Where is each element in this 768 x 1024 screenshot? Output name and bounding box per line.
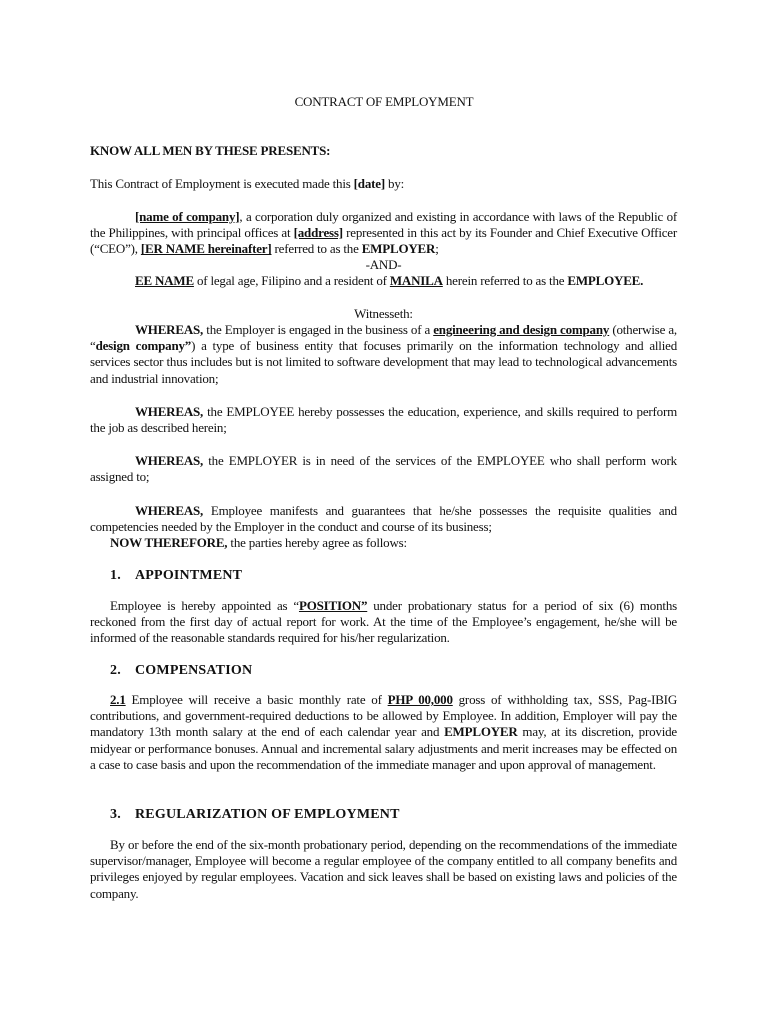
whereas-keyword: WHEREAS,	[135, 404, 204, 419]
whereas3-text: the EMPLOYER is in need of the services of the EMPLOYEE who shall perform work assigned to;	[90, 453, 677, 485]
section-heading-compensation	[110, 663, 252, 679]
intro-text-end: by:	[384, 176, 405, 191]
appointment-text-2: under probationary status for a period of six (6) months reckoned from the first day of actual report for work. At the time of the Employee’s engagement, he/she will be informed of the reasonable standards required for his/her regularization.	[90, 598, 677, 646]
party2-text-1: of legal age, Filipino and a resident of	[193, 273, 390, 288]
party1-text-1: , a corporation duly organized and existing in accordance with laws of the Republic of the Philippines, with principal offices at	[90, 209, 678, 241]
now-therefore-paragraph	[90, 535, 677, 551]
section-title: REGULARIZATION OF EMPLOYMENT	[135, 807, 400, 822]
whereas-paragraph-3	[90, 453, 677, 485]
compensation-paragraph	[90, 692, 677, 773]
whereas4-text: Employee manifests and guarantees that he/she possesses the requisite qualities and competencies needed by the Employer in the conduct and course of its business;	[90, 503, 677, 535]
whereas1-text-1: the Employer is engaged in the business of a	[203, 322, 434, 337]
appointment-text-1: Employee is hereby appointed as “	[110, 598, 299, 613]
intro-paragraph	[90, 176, 677, 192]
date-placeholder: [date]	[353, 176, 385, 191]
whereas2-text: the EMPLOYEE hereby possesses the education, experience, and skills required to perform the job as described herein;	[90, 404, 677, 436]
and-separator: -AND-	[365, 257, 402, 272]
employer-label: EMPLOYER	[444, 724, 518, 740]
whereas-paragraph-2	[90, 404, 677, 436]
business-type: engineering and design company	[433, 322, 610, 337]
compensation-text-1: Employee will receive a basic monthly rate of	[125, 692, 388, 707]
party2-text-2: herein referred to as the	[442, 273, 568, 288]
whereas-keyword: WHEREAS,	[135, 503, 204, 518]
whereas1-text-3: ) a type of business entity that focuses primarily on the information technology and allied services sector thus includes but is not limited to software development that may lead to technological advancements and industrial innovation;	[90, 338, 677, 386]
whereas-paragraph-4	[90, 503, 677, 535]
section-number: 3.	[110, 807, 121, 822]
party1-text-4: ;	[435, 241, 439, 257]
regularization-text: By or before the end of the six-month probationary period, depending on the recommendations of the immediate supervisor/manager, Employee will become a regular employee of the company entitled to all company benefits and privileges enjoyed by regular employees. Vacation and sick leaves shall be based on existing laws and policies of the company.	[90, 837, 677, 901]
section-title: COMPENSATION	[135, 663, 253, 678]
position-placeholder: POSITION”	[298, 598, 368, 613]
er-name-placeholder: [ER NAME hereinafter]	[140, 241, 272, 257]
party1-text-2: represented in this act by its Founder and Chief Executive Officer (“CEO”),	[90, 225, 677, 257]
know-all-heading: KNOW ALL MEN BY THESE PRESENTS:	[90, 143, 331, 158]
section-heading-regularization	[110, 807, 400, 823]
now-therefore-keyword: NOW THEREFORE,	[110, 535, 228, 550]
company-name-placeholder: [name of company]	[135, 209, 240, 224]
section-number: 1.	[110, 568, 121, 583]
address-placeholder: [address]	[293, 225, 343, 241]
section-heading-appointment	[110, 568, 242, 584]
whereas1-text-2: (otherwise a, “	[90, 322, 677, 354]
whereas-keyword: WHEREAS,	[135, 322, 204, 337]
party-employer-paragraph	[90, 209, 677, 258]
compensation-text-3: may, at its discretion, provide midyear or performance bonuses. Annual and incremental salary adjustments and merit increases may be effected on a case to case basis and upon the recommendation of the immediate manager and upon approval of management.	[90, 724, 677, 772]
clause-number: 2.1	[110, 692, 126, 707]
regularization-paragraph	[90, 837, 677, 902]
salary-rate-placeholder: PHP 00,000	[387, 692, 453, 707]
party1-text-3: referred to as the	[271, 241, 362, 257]
section-number: 2.	[110, 663, 121, 678]
now-therefore-text: the parties hereby agree as follows:	[227, 535, 407, 550]
appointment-paragraph	[90, 598, 677, 647]
ee-name-placeholder: EE NAME	[135, 273, 194, 288]
document-title: CONTRACT OF EMPLOYMENT	[294, 94, 474, 109]
intro-text: This Contract of Employment is executed made this	[90, 176, 354, 191]
employee-label: EMPLOYEE.	[567, 273, 644, 288]
whereas-paragraph-1	[90, 322, 677, 387]
compensation-text-2: gross of withholding tax, SSS, Pag-IBIG contributions, and government-required deductions to be allowed by Employee. In addition, Employer will pay the mandatory 13th month salary at the end of each calendar year and	[90, 692, 678, 740]
witnesseth-heading: Witnesseth:	[354, 306, 413, 321]
city-name: MANILA	[389, 273, 443, 288]
section-title: APPOINTMENT	[135, 568, 243, 583]
party-employee-paragraph	[90, 273, 677, 289]
employer-label: EMPLOYER	[361, 241, 436, 257]
whereas-keyword: WHEREAS,	[135, 453, 204, 468]
company-alias: design company”	[95, 338, 192, 354]
